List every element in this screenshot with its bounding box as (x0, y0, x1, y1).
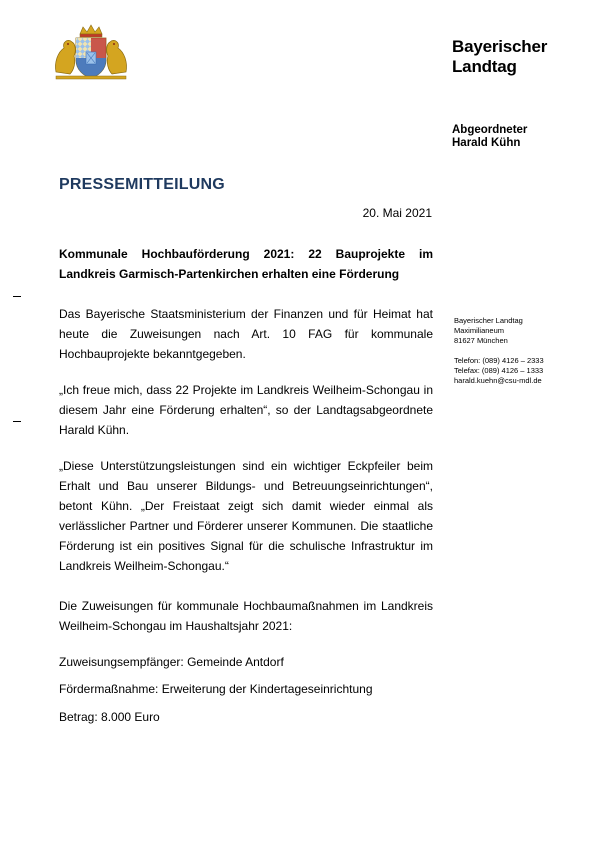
contact-fax: Telefax: (089) 4126 – 1333 (454, 366, 544, 375)
margin-mark (13, 421, 21, 422)
member-role: Abgeordneter (452, 124, 528, 136)
contact-phone: Telefon: (089) 4126 – 2333 (454, 356, 544, 365)
page-title: PRESSEMITTEILUNG (59, 176, 225, 193)
body-paragraph: „Ich freue mich, dass 22 Projekte im Landkreis Weilheim-Schongau in diesem Jahr eine Förderung erhalten“, so der Landtagsabgeordnete Harald Kühn. (59, 383, 433, 437)
member-block (452, 124, 527, 150)
institution-line-2: Landtag (452, 57, 517, 76)
contact-city: 81627 München (454, 336, 508, 345)
detail-recipient: Zuweisungsempfänger: Gemeinde Antdorf (59, 655, 284, 669)
detail-amount: Betrag: 8.000 Euro (59, 710, 160, 724)
contact-org: Bayerischer Landtag (454, 316, 523, 325)
institution-name (452, 37, 547, 77)
detail-measure: Fördermaßnahme: Erweiterung der Kindertageseinrichtung (59, 682, 373, 696)
contact-email[interactable]: harald.kuehn@csu-mdl.de (454, 376, 542, 385)
contact-spacer (454, 346, 584, 356)
release-date: 20. Mai 2021 (362, 206, 432, 220)
body-paragraph: „Diese Unterstützungsleistungen sind ein wichtiger Eckpfeiler beim Erhalt und Bau unserer Bildungs- und Betreuungseinrichtungen“, betont Kühn. „Der Freistaat zeigt sich damit wieder einmal als verlässlicher Partner und Förderer unserer Kommunen. Die staatliche Förderung ist ein positives Signal für die schulische Infrastruktur im Landkreis Weilheim-Schongau.“ (59, 459, 433, 573)
headline: Kommunale Hochbauförderung 2021: 22 Bauprojekte im Landkreis Garmisch-Partenkirchen erhalten eine Förderung (59, 247, 433, 281)
coat-of-arms-icon (50, 24, 132, 82)
margin-mark (13, 296, 21, 297)
contact-street: Maximilianeum (454, 326, 505, 335)
member-name: Harald Kühn (452, 137, 521, 149)
body-paragraph: Die Zuweisungen für kommunale Hochbaumaßnahmen im Landkreis Weilheim-Schongau im Haushaltsjahr 2021: (59, 599, 433, 633)
body-paragraph: Das Bayerische Staatsministerium der Finanzen und für Heimat hat heute die Zuweisungen nach Art. 10 FAG für kommunale Hochbauprojekte bekanntgegeben. (59, 307, 433, 361)
contact-block (454, 316, 584, 386)
institution-line-1: Bayerischer (452, 37, 548, 56)
